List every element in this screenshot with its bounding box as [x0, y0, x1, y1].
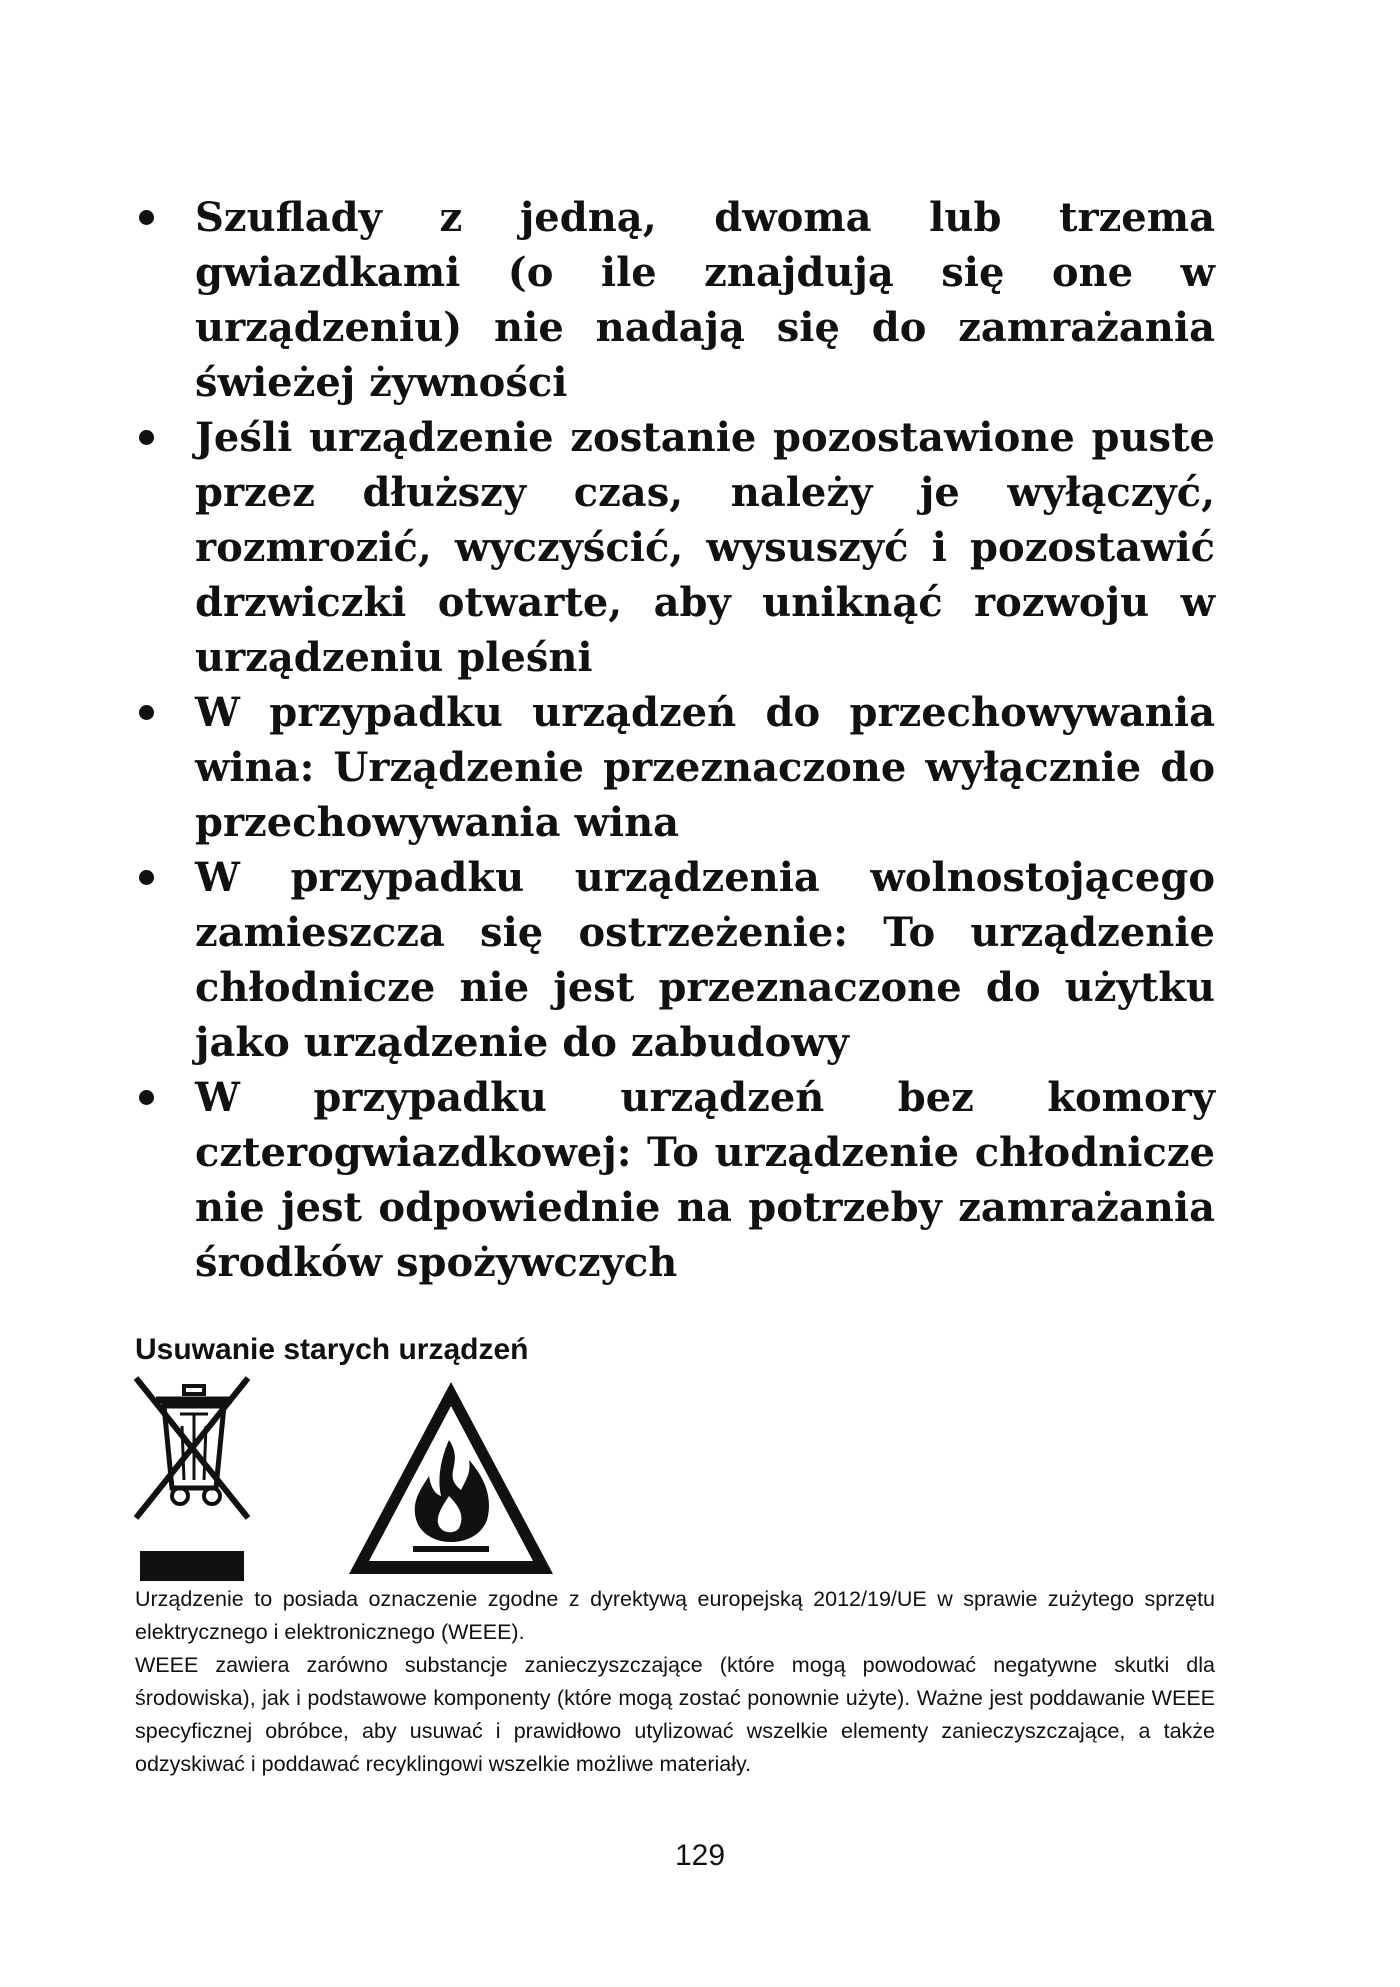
bullet-item — [135, 1070, 1215, 1290]
page-number: 129 — [674, 1839, 726, 1872]
bullet-dot-icon — [139, 705, 154, 720]
bullet-item — [135, 190, 1215, 410]
section-title: Usuwanie starych urządzeń — [135, 1333, 529, 1366]
bullet-dot-icon — [139, 1090, 154, 1105]
bullet-item — [135, 685, 1215, 850]
bullet-text: Szuflady z jedną, dwoma lub trzema gwiazdkami (o ile znajdują się one w urządzeniu) nie nadają się do zamrażania świeżej żywności — [195, 194, 1215, 406]
bullet-item — [135, 410, 1215, 685]
bullet-item — [135, 850, 1215, 1070]
bullet-dot-icon — [139, 870, 154, 885]
warning-bullet-list — [135, 190, 1215, 1290]
bullet-text: W przypadku urządzenia wolnostojącego zamieszcza się ostrzeżenie: To urządzenie chłodnicze nie jest przeznaczone do użytku jako urządzenie do zabudowy — [195, 854, 1215, 1066]
flammable-warning-icon — [345, 1378, 557, 1578]
bullet-dot-icon — [139, 210, 154, 225]
weee-description — [135, 1583, 1215, 1781]
paragraph: Urządzenie to posiada oznaczenie zgodne z dyrektywą europejską 2012/19/UE w sprawie zużytego sprzętu elektrycznego i elektronicznego (WEEE). — [135, 1587, 1215, 1644]
bullet-text: W przypadku urządzeń do przechowywania wina: Urządzenie przeznaczone wyłącznie do przechowywania wina — [195, 689, 1215, 846]
bullet-dot-icon — [139, 430, 154, 445]
paragraph: WEEE zawiera zarówno substancje zanieczyszczające (które mogą powodować negatywne skutki dla środowiska), jak i podstawowe komponenty (które mogą zostać ponownie użyte). Ważne jest poddawanie WEEE specyficznej obróbce, aby usuwać i prawidłowo utylizować wszelkie elementy zanieczyszczające, a także odzyskiwać i poddawać recyklingowi wszelkie możliwe materiały. — [135, 1653, 1215, 1776]
bullet-text: W przypadku urządzeń bez komory czterogwiazdkowej: To urządzenie chłodnicze nie jest odpowiednie na potrzeby zamrażania środków spożywczych — [195, 1074, 1215, 1286]
bullet-text: Jeśli urządzenie zostanie pozostawione puste przez dłuższy czas, należy je wyłączyć, rozmrozić, wyczyścić, wysuszyć i pozostawić drzwiczki otwarte, aby uniknąć rozwoju w urządzeniu pleśni — [195, 414, 1215, 681]
crossed-out-wheelie-bin-icon — [132, 1376, 256, 1586]
